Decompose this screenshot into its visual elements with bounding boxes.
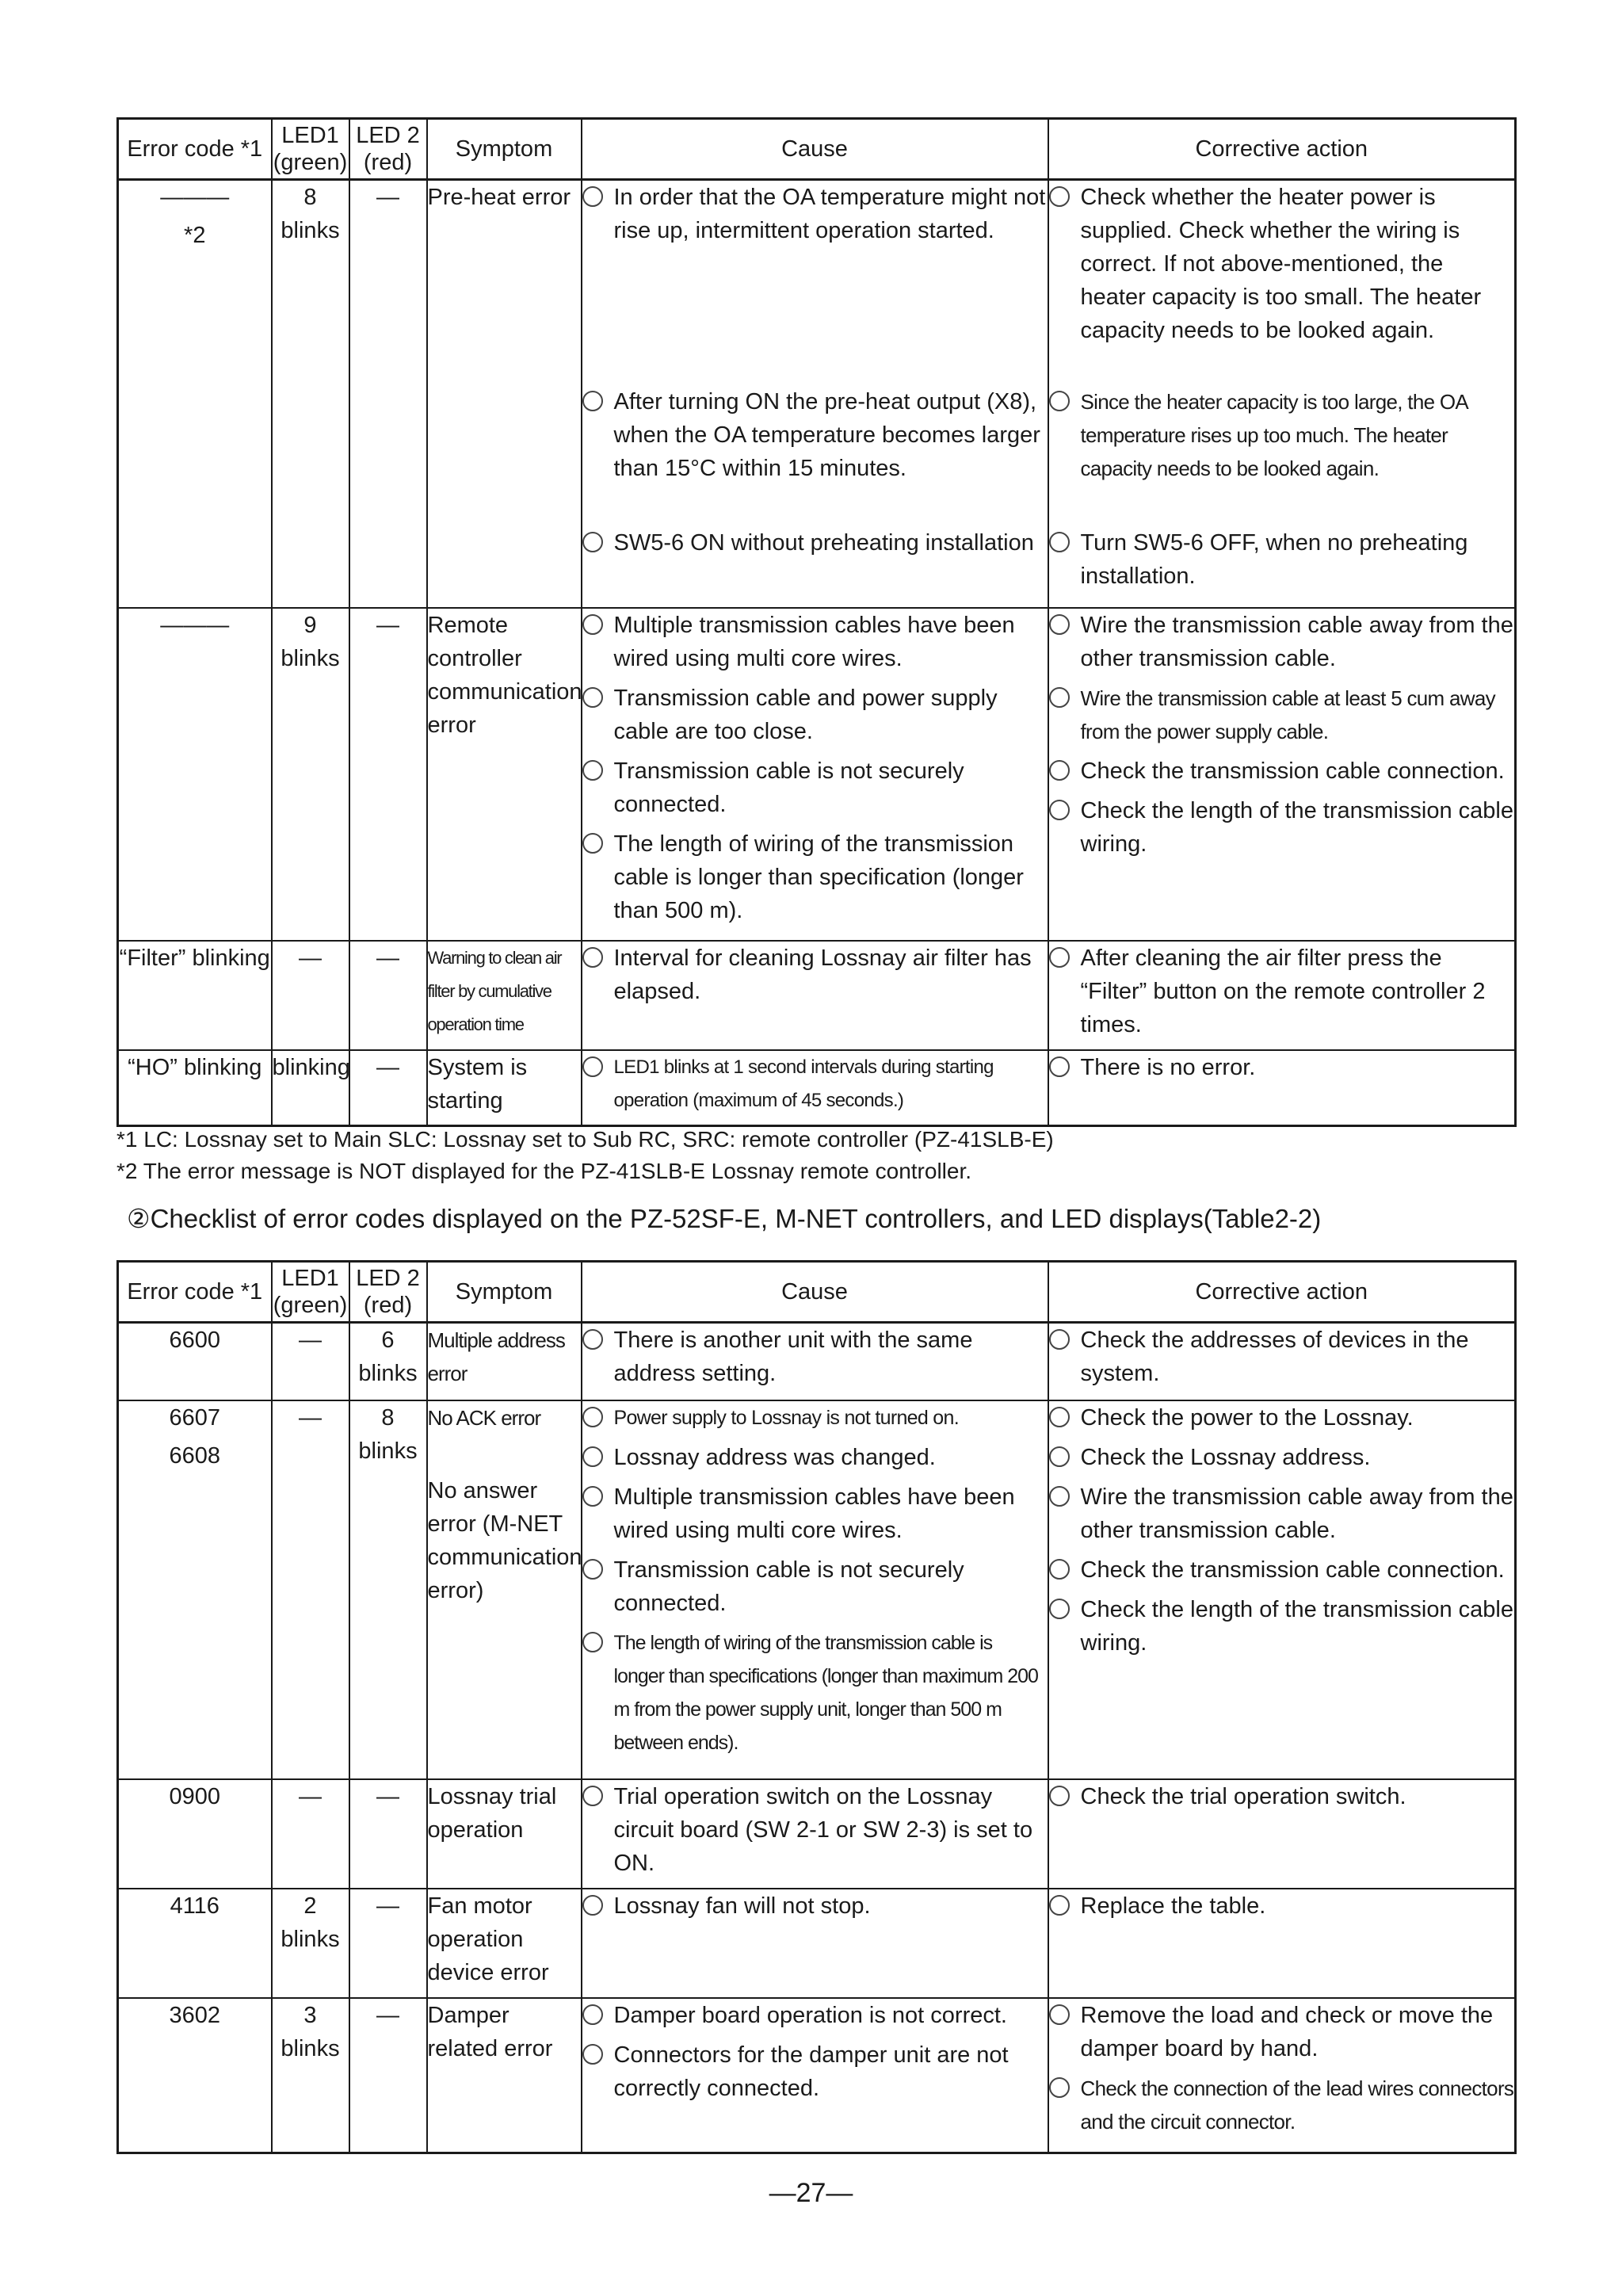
circle-bullet-icon: [582, 1329, 603, 1350]
cause-item: Multiple transmission cables have been wired using multi core wires.: [582, 609, 1048, 675]
header-action: Corrective action: [1048, 119, 1516, 180]
error-code-cell: “HO” blinking: [118, 1050, 272, 1126]
error-table-2: [116, 1260, 1517, 2154]
action-item: Check the transmission cable connection.: [1049, 755, 1515, 788]
cause-item: There is another unit with the same address setting.: [582, 1324, 1048, 1390]
action-cell: [1048, 180, 1516, 608]
led1-cell: —: [272, 1323, 349, 1400]
led1-cell: 8 blinks: [272, 180, 349, 608]
symptom-text: Multiple address error: [427, 1328, 565, 1385]
table-row: [118, 1779, 1516, 1889]
error-code: 6607: [169, 1404, 220, 1431]
table-row: [118, 941, 1516, 1050]
table-row: [118, 608, 1516, 941]
action-item: Check the length of the transmission cable wiring.: [1049, 1593, 1515, 1660]
footnote-1: *1 LC: Lossnay set to Main SLC: Lossnay set to Sub RC, SRC: remote controller (PZ-41SLB-E): [116, 1127, 1054, 1152]
symptom-text: Remote controller communication error: [427, 612, 582, 738]
error-code-cell: 0900: [118, 1779, 272, 1889]
led2-cell: —: [349, 1779, 427, 1889]
circle-bullet-icon: [1049, 1446, 1070, 1467]
circle-bullet-icon: [1049, 1786, 1070, 1806]
circle-bullet-icon: [1049, 2004, 1070, 2025]
led1-cell: blinking: [272, 1050, 349, 1126]
cause-item: LED1 blinks at 1 second intervals during starting operation (maximum of 45 seconds.): [582, 1051, 1048, 1117]
action-item: Turn SW5-6 OFF, when no preheating installation.: [1049, 526, 1515, 593]
table-row: [118, 1050, 1516, 1126]
cause-item: The length of wiring of the transmission cable is longer than specifications (longer than maximum 200 m from the power supply unit, longer than 500 m between ends).: [582, 1626, 1048, 1759]
cause-cell: [582, 1889, 1048, 1998]
cause-item: After turning ON the pre-heat output (X8), when the OA temperature becomes larger than 15°C within 15 minutes.: [582, 385, 1048, 520]
action-item: Wire the transmission cable away from the other transmission cable.: [1049, 1480, 1515, 1547]
header-led1: LED1 (green): [272, 1262, 349, 1323]
cause-item: Transmission cable is not securely connected.: [582, 755, 1048, 821]
action-item: Check the connection of the lead wires connectors and the circuit connector.: [1049, 2072, 1515, 2138]
error-code-cell: 6600: [118, 1323, 272, 1400]
circle-bullet-icon: [1049, 760, 1070, 781]
header-led2: LED 2 (red): [349, 119, 427, 180]
action-cell: [1048, 608, 1516, 941]
error-code: 6608: [169, 1442, 220, 1469]
circle-bullet-icon: [582, 186, 603, 207]
symptom-cell: [427, 941, 582, 1050]
action-item: Check the length of the transmission cable wiring.: [1049, 794, 1515, 861]
action-item: There is no error.: [1049, 1051, 1515, 1084]
led1-cell: 3 blinks: [272, 1998, 349, 2153]
action-item: Check the power to the Lossnay.: [1049, 1401, 1515, 1435]
cause-cell: [582, 1400, 1048, 1779]
symptom-cell: [427, 1998, 582, 2153]
cause-cell: [582, 1998, 1048, 2153]
header-cause: Cause: [582, 119, 1048, 180]
circle-bullet-icon: [582, 1632, 603, 1652]
circle-bullet-icon: [582, 760, 603, 781]
symptom-cell: [427, 1323, 582, 1400]
error-code-cell: [118, 1400, 272, 1779]
table-header: [118, 1262, 1516, 1323]
symptom-cell: [427, 1779, 582, 1889]
symptom-text: No ACK error: [427, 1405, 541, 1430]
symptom-text: Lossnay trial operation: [427, 1783, 557, 1843]
table-row: [118, 1400, 1516, 1779]
cause-item: Lossnay address was changed.: [582, 1441, 1048, 1474]
cause-cell: [582, 180, 1048, 608]
circle-bullet-icon: [1049, 1559, 1070, 1580]
error-code-cell: 4116: [118, 1889, 272, 1998]
circle-bullet-icon: [582, 1407, 603, 1427]
action-item: Wire the transmission cable at least 5 cum away from the power supply cable.: [1049, 682, 1515, 748]
circle-bullet-icon: [1049, 1056, 1070, 1077]
circle-bullet-icon: [582, 532, 603, 552]
symptom-cell: [427, 180, 582, 608]
circle-bullet-icon: [582, 833, 603, 854]
symptom-cell: [427, 608, 582, 941]
action-item: Check the Lossnay address.: [1049, 1441, 1515, 1474]
led1-cell: 2 blinks: [272, 1889, 349, 1998]
action-item: Check the trial operation switch.: [1049, 1780, 1515, 1813]
led2-cell: —: [349, 941, 427, 1050]
circle-bullet-icon: [582, 2004, 603, 2025]
circle-bullet-icon: [582, 1786, 603, 1806]
cause-item: Transmission cable is not securely connected.: [582, 1553, 1048, 1620]
action-item: Check whether the heater power is supplied. Check whether the wiring is correct. If not above-mentioned, the heater capacity is too small. The heater capacity needs to be looked again.: [1049, 181, 1515, 379]
action-item: Replace the table.: [1049, 1889, 1515, 1923]
circle-bullet-icon: [582, 391, 603, 411]
cause-item: Connectors for the damper unit are not correctly connected.: [582, 2038, 1048, 2105]
header-cause: Cause: [582, 1262, 1048, 1323]
circle-bullet-icon: [1049, 391, 1070, 411]
led1-cell: —: [272, 1400, 349, 1779]
action-cell: [1048, 1323, 1516, 1400]
circle-bullet-icon: [1049, 1599, 1070, 1619]
circle-bullet-icon: [582, 1559, 603, 1580]
symptom-text: No answer error (M-NET communication error): [427, 1477, 582, 1603]
circle-bullet-icon: [1049, 947, 1070, 968]
symptom-cell: [427, 1400, 582, 1779]
error-code-cell: [118, 180, 272, 608]
symptom-text: System is starting: [427, 1054, 528, 1114]
action-cell: [1048, 1998, 1516, 2153]
page-number: —27—: [769, 2178, 853, 2208]
circle-bullet-icon: [1049, 1407, 1070, 1427]
symptom-text: Fan motor operation device error: [427, 1893, 549, 1985]
error-code-cell: “Filter” blinking: [118, 941, 272, 1050]
header-action: Corrective action: [1048, 1262, 1516, 1323]
symptom-text: Pre-heat error: [427, 185, 571, 210]
circle-bullet-icon: [582, 1056, 603, 1077]
symptom-cell: [427, 1050, 582, 1126]
circle-bullet-icon: [582, 947, 603, 968]
cause-item: SW5-6 ON without preheating installation: [582, 526, 1048, 560]
symptom-text: Damper related error: [427, 2002, 553, 2061]
led1-cell: —: [272, 1779, 349, 1889]
circle-bullet-icon: [1049, 800, 1070, 820]
circle-bullet-icon: [1049, 1486, 1070, 1507]
led2-cell: —: [349, 1050, 427, 1126]
circle-bullet-icon: [582, 1895, 603, 1916]
header-error-code: Error code *1: [118, 1262, 272, 1323]
cause-cell: [582, 941, 1048, 1050]
led2-cell: —: [349, 608, 427, 941]
cause-item: Lossnay fan will not stop.: [582, 1889, 1048, 1923]
led1-cell: 9 blinks: [272, 608, 349, 941]
action-cell: [1048, 941, 1516, 1050]
header-symptom: Symptom: [427, 119, 582, 180]
header-error-code: Error code *1: [118, 119, 272, 180]
error-code-note: *2: [184, 223, 206, 248]
cause-item: The length of wiring of the transmission cable is longer than specification (longer than 500 m).: [582, 827, 1048, 927]
table-header: [118, 119, 1516, 180]
action-item: After cleaning the air filter press the “Filter” button on the remote controller 2 times.: [1049, 942, 1515, 1041]
action-cell: [1048, 1050, 1516, 1126]
circle-bullet-icon: [582, 2044, 603, 2065]
cause-item: Transmission cable and power supply cable are too close.: [582, 682, 1048, 748]
action-item: Check the addresses of devices in the system.: [1049, 1324, 1515, 1390]
circle-bullet-icon: [582, 1446, 603, 1467]
circle-bullet-icon: [1049, 532, 1070, 552]
led1-cell: —: [272, 941, 349, 1050]
cause-item: In order that the OA temperature might not rise up, intermittent operation started.: [582, 181, 1048, 379]
symptom-text: Warning to clean air filter by cumulative operation time: [427, 947, 562, 1034]
symptom-cell: [427, 1889, 582, 1998]
action-cell: [1048, 1889, 1516, 1998]
circle-bullet-icon: [582, 1486, 603, 1507]
circle-bullet-icon: [582, 614, 603, 635]
action-cell: [1048, 1400, 1516, 1779]
circle-bullet-icon: [1049, 1329, 1070, 1350]
action-item: Remove the load and check or move the damper board by hand.: [1049, 1999, 1515, 2065]
action-item: Wire the transmission cable away from the other transmission cable.: [1049, 609, 1515, 675]
action-item: Check the transmission cable connection.: [1049, 1553, 1515, 1587]
circle-bullet-icon: [582, 687, 603, 708]
circle-bullet-icon: [1049, 614, 1070, 635]
table-row: [118, 1998, 1516, 2153]
circle-bullet-icon: [1049, 2077, 1070, 2098]
cause-cell: [582, 608, 1048, 941]
cause-item: Power supply to Lossnay is not turned on.: [582, 1401, 1048, 1435]
led2-cell: —: [349, 1998, 427, 2153]
table-row: [118, 1323, 1516, 1400]
error-table-1: [116, 117, 1517, 1127]
header-led1: LED1 (green): [272, 119, 349, 180]
error-code-cell: 3602: [118, 1998, 272, 2153]
cause-item: Damper board operation is not correct.: [582, 1999, 1048, 2032]
header-symptom: Symptom: [427, 1262, 582, 1323]
table-row: [118, 180, 1516, 608]
circle-bullet-icon: [1049, 186, 1070, 207]
header-led2: LED 2 (red): [349, 1262, 427, 1323]
error-code: ———: [160, 185, 230, 210]
action-item: Since the heater capacity is too large, the OA temperature rises up too much. The heater capacity needs to be looked again.: [1049, 385, 1515, 520]
cause-item: Multiple transmission cables have been wired using multi core wires.: [582, 1480, 1048, 1547]
cause-item: Trial operation switch on the Lossnay circuit board (SW 2-1 or SW 2-3) is set to ON.: [582, 1780, 1048, 1880]
section-heading: ②Checklist of error codes displayed on the PZ-52SF-E, M-NET controllers, and LED displays(Table2-2): [127, 1204, 1322, 1233]
led2-cell: 8 blinks: [349, 1400, 427, 1779]
led2-cell: —: [349, 1889, 427, 1998]
error-code-cell: ———: [118, 608, 272, 941]
led2-cell: —: [349, 180, 427, 608]
footnote-2: *2 The error message is NOT displayed for the PZ-41SLB-E Lossnay remote controller.: [116, 1159, 972, 1183]
cause-item: Interval for cleaning Lossnay air filter has elapsed.: [582, 942, 1048, 1008]
circle-bullet-icon: [1049, 687, 1070, 708]
cause-cell: [582, 1779, 1048, 1889]
cause-cell: [582, 1050, 1048, 1126]
footnotes: [116, 1124, 1054, 1187]
led2-cell: 6 blinks: [349, 1323, 427, 1400]
cause-cell: [582, 1323, 1048, 1400]
circle-bullet-icon: [1049, 1895, 1070, 1916]
action-cell: [1048, 1779, 1516, 1889]
table-row: [118, 1889, 1516, 1998]
